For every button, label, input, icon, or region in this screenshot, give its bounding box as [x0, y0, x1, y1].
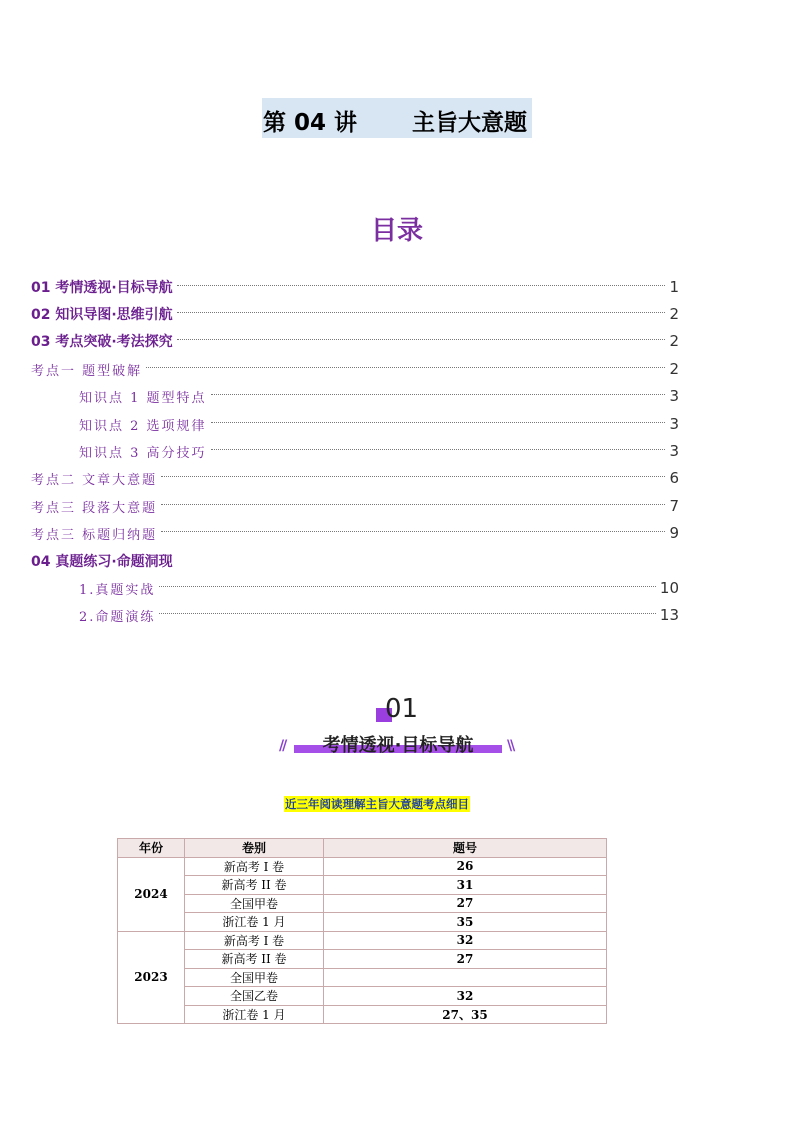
table-row — [118, 987, 607, 1006]
toc-leader — [161, 531, 665, 532]
toc-item-page: 13 — [659, 606, 679, 624]
toc-item[interactable] — [31, 467, 679, 489]
toc-item-label: 考点三 标题归纳题 — [31, 527, 158, 543]
paper-cell: 新高考 I 卷 — [185, 857, 324, 876]
toc-leader — [161, 504, 665, 505]
question-cell — [324, 968, 607, 987]
toc-item-page: 3 — [669, 387, 679, 405]
paper-cell: 浙江卷 1 月 — [185, 913, 324, 932]
paper-cell: 全国甲卷 — [185, 968, 324, 987]
paper-cell: 浙江卷 1 月 — [185, 1005, 324, 1024]
lecture-title-box — [262, 98, 532, 138]
toc-item-label: 03 考点突破·考法探究 — [31, 334, 173, 350]
table-row — [118, 876, 607, 895]
toc-item-label: 知识点 2 选项规律 — [79, 418, 207, 434]
toc-item[interactable] — [31, 495, 679, 517]
toc-item-label: 2.命题演练 — [79, 609, 156, 625]
toc-item[interactable] — [79, 577, 679, 599]
question-cell: 35 — [324, 913, 607, 932]
toc-item-label: 考点二 文章大意题 — [31, 472, 158, 488]
section-title: 考情透视·目标导航 — [322, 735, 474, 756]
paper-cell: 新高考 I 卷 — [185, 931, 324, 950]
table-row — [118, 857, 607, 876]
year-cell: 2023 — [118, 931, 185, 1024]
toc-item-page: 3 — [669, 442, 679, 460]
toc-leader — [211, 449, 666, 450]
year-cell: 2024 — [118, 857, 185, 931]
question-cell: 31 — [324, 876, 607, 895]
table-row — [118, 950, 607, 969]
toc-leader — [159, 613, 656, 614]
paper-cell: 全国甲卷 — [185, 894, 324, 913]
paper-cell: 新高考 II 卷 — [185, 950, 324, 969]
header-paper: 卷别 — [185, 839, 324, 858]
toc-item[interactable] — [79, 604, 679, 626]
toc-item-page: 2 — [669, 305, 679, 323]
table-row — [118, 1005, 607, 1024]
toc-leader — [177, 339, 666, 340]
toc-item-label: 知识点 3 高分技巧 — [79, 445, 207, 461]
question-cell: 32 — [324, 987, 607, 1006]
table-caption: 近三年阅读理解主旨大意题考点细目 — [285, 797, 469, 811]
toc-item-label: 02 知识导图·思维引航 — [31, 307, 173, 323]
exam-table — [117, 838, 607, 1024]
table-row — [118, 968, 607, 987]
table-header-row — [118, 839, 607, 858]
section-number: 01 — [385, 694, 419, 724]
paper-cell: 新高考 II 卷 — [185, 876, 324, 895]
toc-leader — [161, 476, 665, 477]
table-row — [118, 931, 607, 950]
toc-item-page: 9 — [669, 524, 679, 542]
lecture-number: 第 04 讲 — [263, 110, 358, 136]
toc-item-page: 2 — [669, 332, 679, 350]
toc-item[interactable] — [31, 330, 679, 352]
table-row — [118, 913, 607, 932]
toc-leader — [211, 422, 666, 423]
toc-leader — [159, 586, 656, 587]
toc-item-label: 考点三 段落大意题 — [31, 500, 158, 516]
toc-item-label: 01 考情透视·目标导航 — [31, 280, 173, 296]
header-year: 年份 — [118, 839, 185, 858]
question-cell: 27 — [324, 894, 607, 913]
toc-item-label: 04 真题练习·命题洞现 — [31, 554, 173, 570]
lecture-topic: 主旨大意题 — [412, 110, 527, 136]
question-cell: 32 — [324, 931, 607, 950]
toc-item[interactable] — [79, 413, 679, 435]
toc-leader — [211, 394, 666, 395]
toc-item[interactable] — [79, 440, 679, 462]
toc-item-label: 知识点 1 题型特点 — [79, 390, 207, 406]
toc-item-page: 1 — [669, 278, 679, 296]
header-question: 题号 — [324, 839, 607, 858]
toc-item-page: 6 — [669, 469, 679, 487]
toc-leader — [177, 312, 666, 313]
question-cell: 26 — [324, 857, 607, 876]
toc-heading: 目录 — [370, 216, 423, 246]
hatch-left-icon: // — [279, 738, 286, 754]
toc-leader — [177, 285, 666, 286]
toc-item-page: 10 — [659, 579, 679, 597]
toc-item[interactable] — [31, 550, 331, 572]
toc-item[interactable] — [79, 385, 679, 407]
question-cell: 27、35 — [324, 1005, 607, 1024]
toc-item[interactable] — [31, 522, 679, 544]
question-cell: 27 — [324, 950, 607, 969]
toc-item-label: 1.真题实战 — [79, 582, 156, 598]
table-row — [118, 894, 607, 913]
toc-item[interactable] — [31, 303, 679, 325]
toc-item[interactable] — [31, 276, 679, 298]
toc-item-page: 7 — [669, 497, 679, 515]
toc-item[interactable] — [31, 358, 679, 380]
toc-item-page: 2 — [669, 360, 679, 378]
toc-item-label: 考点一 题型破解 — [31, 363, 143, 379]
paper-cell: 全国乙卷 — [185, 987, 324, 1006]
toc-item-page: 3 — [669, 415, 679, 433]
hatch-right-icon: \\ — [507, 738, 514, 754]
toc-leader — [146, 367, 665, 368]
